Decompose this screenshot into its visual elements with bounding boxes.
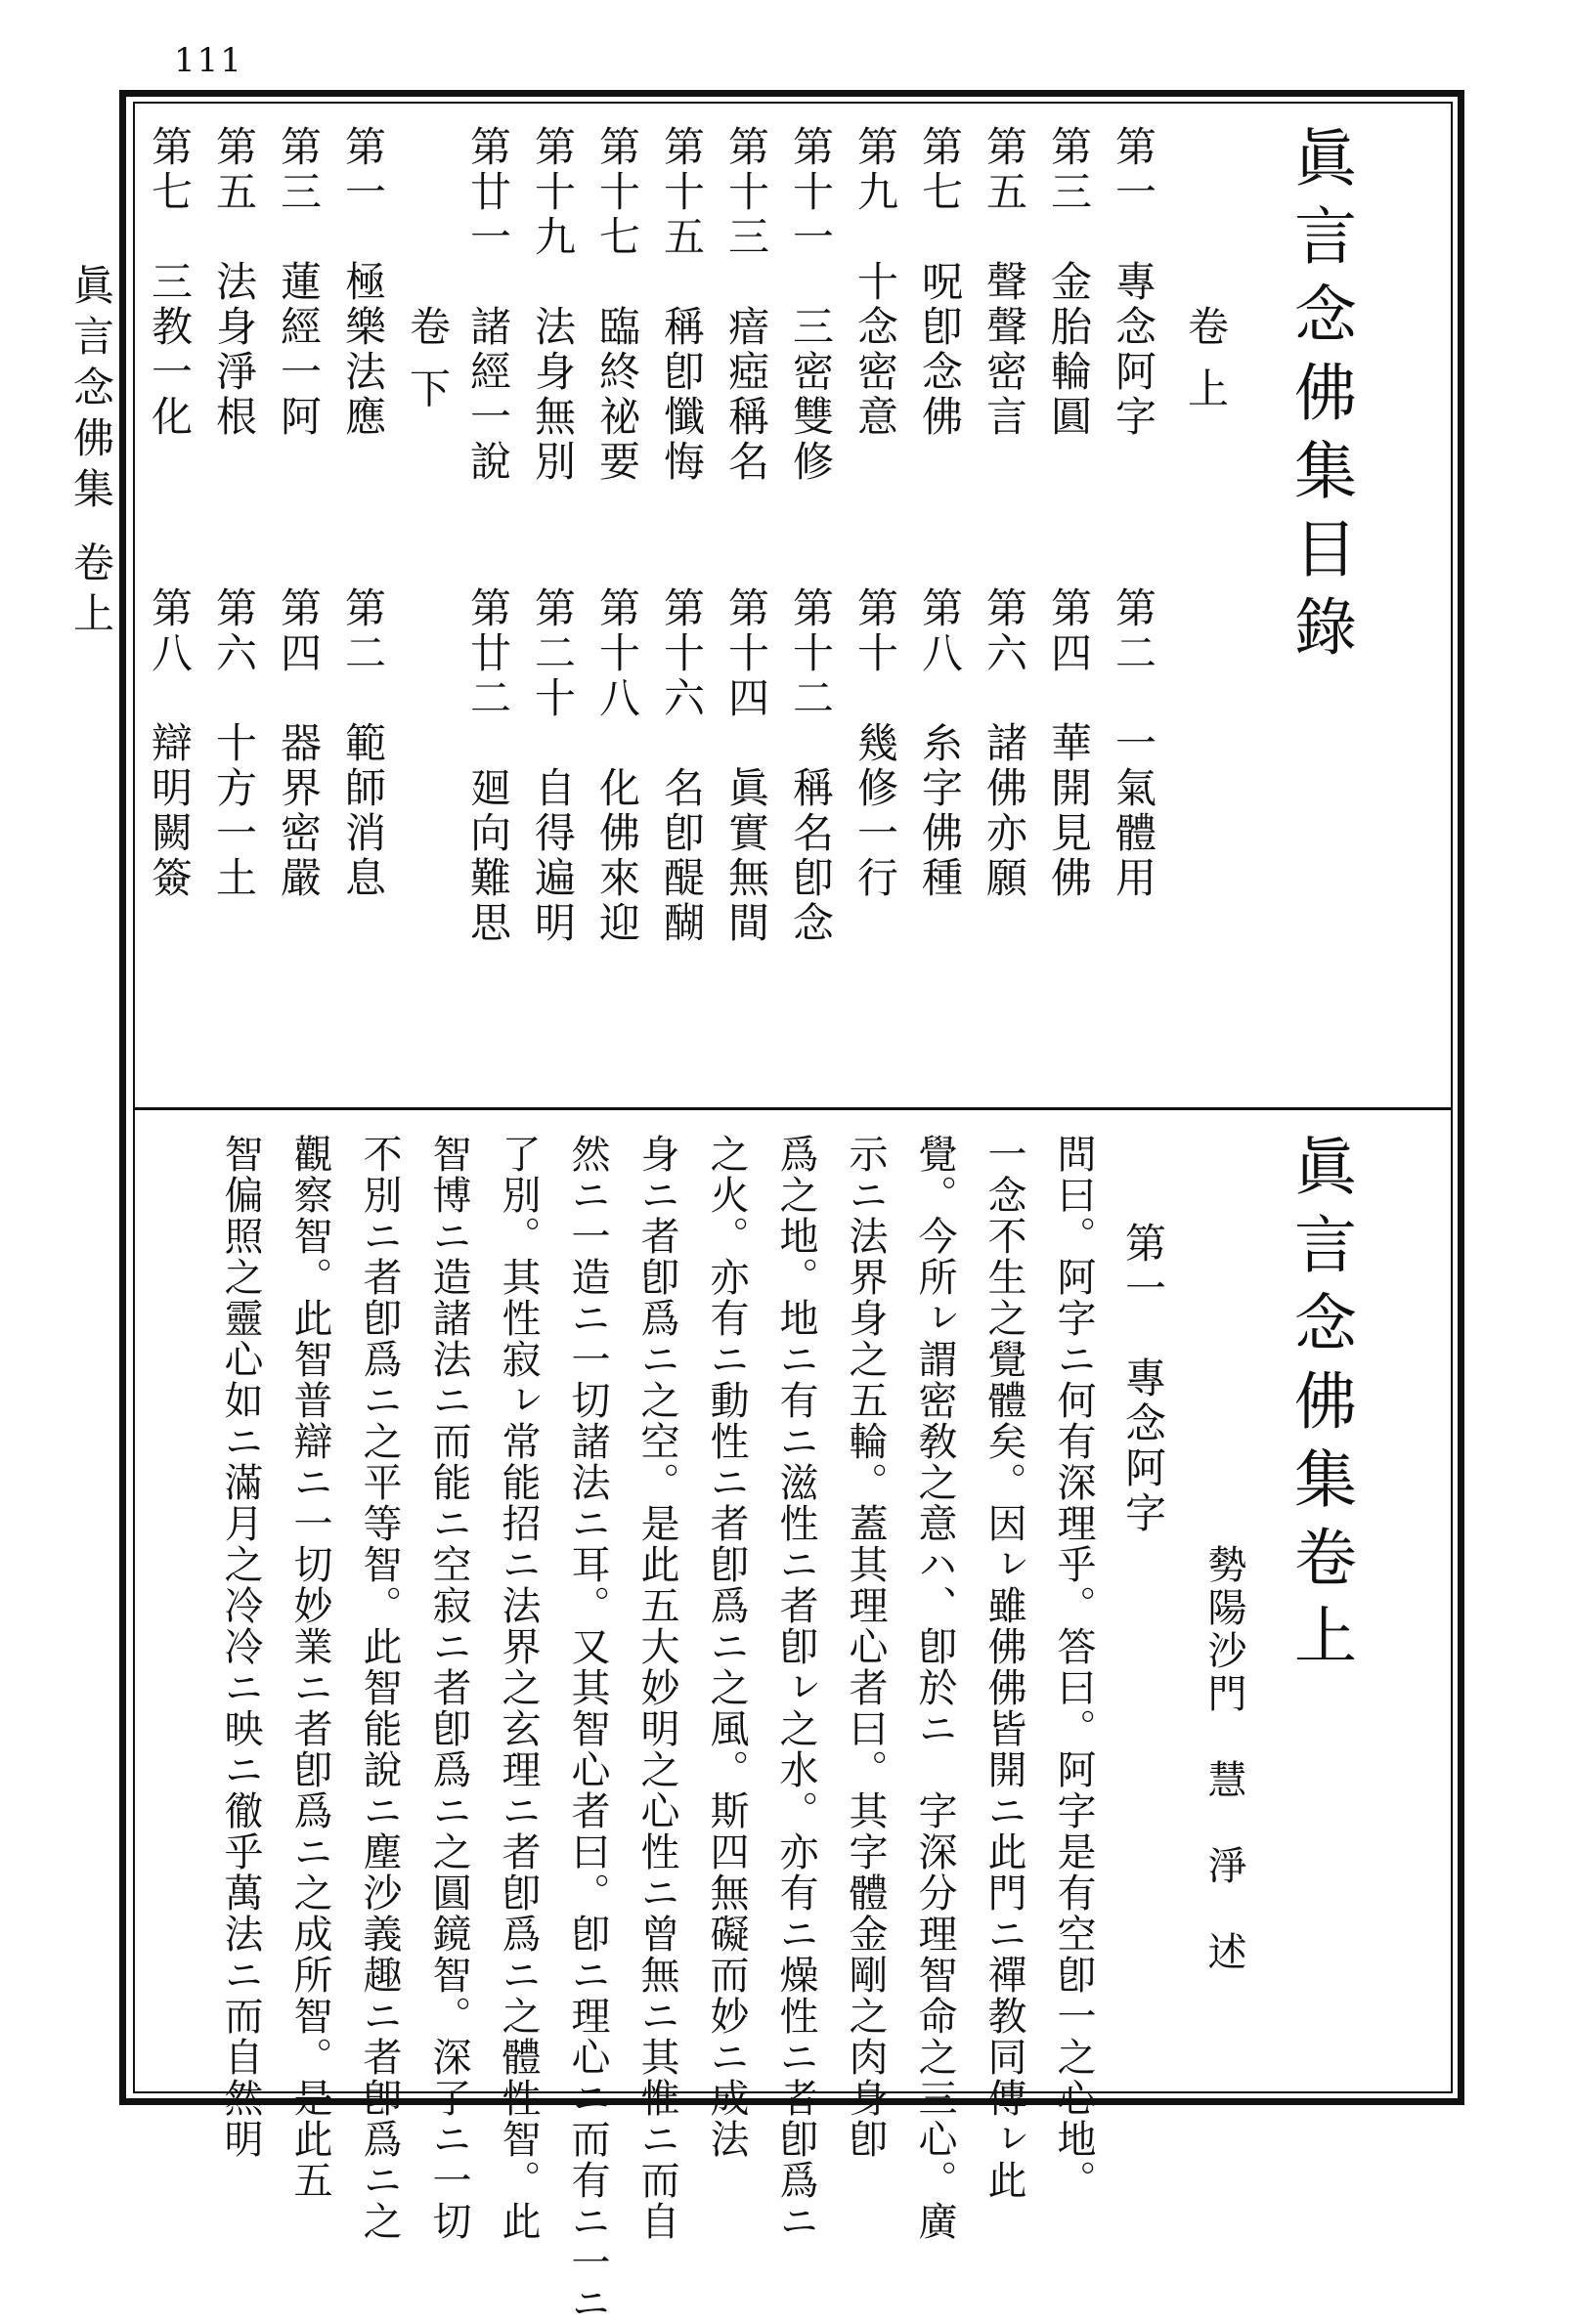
body-text-line: 然ニ一造ニ一切諸法ニ耳。又其智心者曰。卽ニ理心ニ而有ニ一ニ <box>565 1134 610 2324</box>
toc-entry: 第八 糸字佛種 <box>916 586 964 901</box>
toc-entry: 第九 十念密意 <box>851 125 899 440</box>
toc-entry: 第十四 眞實無間 <box>722 586 770 946</box>
toc-entry: 第六 諸佛亦願 <box>981 586 1028 901</box>
toc-entry: 第六 十方一土 <box>210 586 258 901</box>
body-text-line: 問曰。阿字ニ何有深理乎。答曰。阿字是有空卽一之心地。 <box>1051 1134 1096 2201</box>
toc-entry: 第二 一氣體用 <box>1110 586 1157 901</box>
toc-entry: 第十 幾修一行 <box>851 586 899 901</box>
gutter-label: 眞言念佛集 卷上 <box>67 264 115 643</box>
body-text-line: 觀察智。此智普辯ニ一切妙業ニ者卽爲ニ之成所智。是此五 <box>287 1134 332 2201</box>
section-heading: 第一 專念阿字 <box>1119 1222 1167 1536</box>
toc-entry: 第二 範師消息 <box>339 586 387 901</box>
toc-entry: 第十六 名卽醍醐 <box>658 586 706 946</box>
body-text-line: 爲之地。地ニ有ニ滋性ニ者卽ㇾ之水。亦有ニ燥性ニ者卽爲ニ <box>773 1134 818 2242</box>
toc-entry: 第一 極樂法應 <box>339 125 387 440</box>
toc-entry: 第四 華開見佛 <box>1045 586 1093 901</box>
volume-upper-heading: 卷 上 <box>1182 305 1230 412</box>
toc-entry: 第三 蓮經一阿 <box>275 125 323 440</box>
body-text-line: 之火。亦有ニ動性ニ者卽爲ニ之風。斯四無礙而妙ニ成法 <box>704 1134 749 2160</box>
author-line: 勢陽沙門 慧 淨 述 <box>1201 1544 1246 1974</box>
toc-entry: 第七 三教一化 <box>146 125 194 440</box>
toc-entry: 第四 器界密嚴 <box>275 586 323 901</box>
toc-entry: 第十八 化佛來迎 <box>593 586 641 946</box>
toc-entry: 第十二 稱名卽念 <box>787 586 835 946</box>
toc-entry: 第十三 瘖瘂稱名 <box>722 125 770 485</box>
body-text-line: 示ニ法界身之五輪。蓋其理心者曰。其字體金剛之肉身卽 <box>843 1134 888 2160</box>
body-text-line: 身ニ者卽爲ニ之空。是此五大妙明之心性ニ曾無ニ其惟ニ而自 <box>634 1134 679 2242</box>
toc-entry: 第五 聲聲密言 <box>981 125 1028 440</box>
body-text-line: 智博ニ造諸法ニ而能ニ空寂ニ者卽爲ニ之圓鏡智。深了ニ一切 <box>426 1134 471 2242</box>
toc-entry: 第十七 臨終祕要 <box>593 125 641 485</box>
body-text-line: 覺。今所ㇾ謂密敎之意ハ、卽於ニ 字深分理智命之三心。廣 <box>912 1134 957 2242</box>
toc-entry: 第二十 自得遍明 <box>529 586 577 946</box>
toc-entry: 第十一 三密雙修 <box>787 125 835 485</box>
body-text-line: 一念不生之覺體矣。因ㇾ雖佛佛皆開ニ此門ニ禪教同傳ㇾ此 <box>982 1134 1026 2201</box>
toc-entry: 第十五 稱卽懺悔 <box>658 125 706 485</box>
body-text-line: 了別。其性寂ㇾ常能招ニ法界之玄理ニ者卽爲ニ之體性智。此 <box>496 1134 541 2242</box>
toc-entry: 第一 專念阿字 <box>1110 125 1157 440</box>
toc-entry: 第十九 法身無別 <box>529 125 577 485</box>
toc-entry: 第三 金胎輪圓 <box>1045 125 1093 440</box>
toc-entry: 第八 辯明闕簽 <box>146 586 194 901</box>
body-text-line: 智偏照之靈心如ニ滿月之冷冷ニ映ニ徹乎萬法ニ而自然明 <box>218 1134 263 2160</box>
toc-entry: 第七 呪卽念佛 <box>916 125 964 440</box>
toc-entry: 第廿一 諸經一說 <box>464 125 512 485</box>
toc-entry: 第廿二 廻向難思 <box>464 586 512 946</box>
section-divider <box>133 1107 1453 1110</box>
toc-entry: 第五 法身淨根 <box>210 125 258 440</box>
toc-title: 眞言念佛集目錄 <box>1284 125 1356 672</box>
page-number: 111 <box>174 41 243 80</box>
main-title: 眞言念佛集卷上 <box>1284 1134 1356 1681</box>
body-text-line: 不別ニ者卽爲ニ之平等智。此智能說ニ塵沙義趣ニ者卽爲ニ之 <box>357 1134 402 2242</box>
volume-lower-heading: 卷 下 <box>404 305 452 412</box>
